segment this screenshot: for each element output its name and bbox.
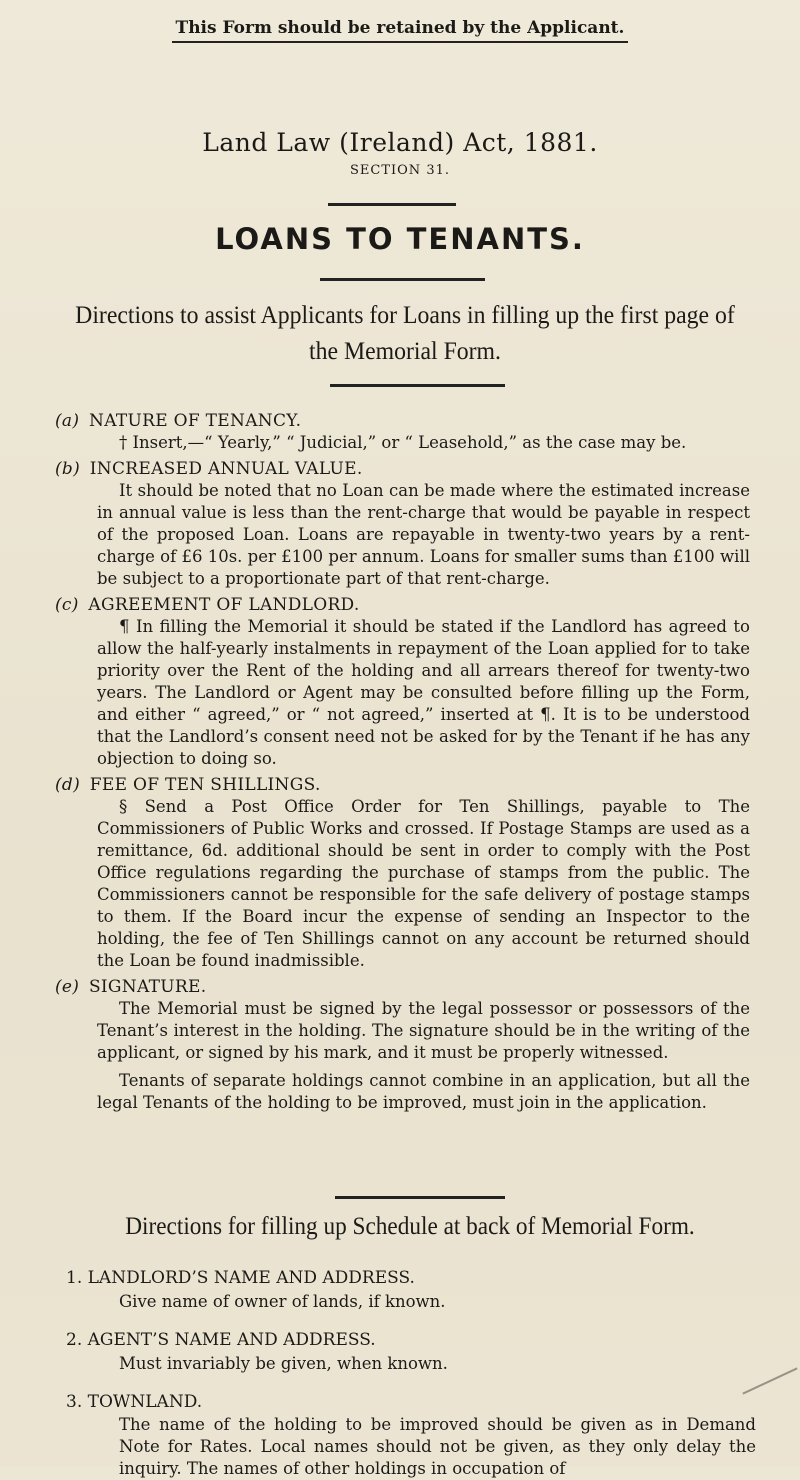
schedule-heading-text: TOWNLAND. bbox=[87, 1392, 203, 1412]
schedule-heading bbox=[66, 1328, 756, 1352]
item-heading-text: NATURE OF TENANCY. bbox=[89, 411, 302, 431]
schedule-title: Directions for filling up Schedule at back of Memorial Form. bbox=[125, 1213, 695, 1240]
schedule-num: 3. bbox=[66, 1392, 83, 1412]
item-letter: (a) bbox=[55, 411, 80, 431]
title-rule-bottom bbox=[320, 278, 485, 281]
schedule-item-1 bbox=[66, 1266, 756, 1314]
item-paragraph: It should be noted that no Loan can be made where the estimated increase in annual value is less than the rent-charge that would be payable in respect of the proposed Loan. Loans are repayable in twenty-two years by a rent-charge of £6 10s. per £100 per annum. Loans for smaller sums than £100 will be subject to a proportionate part of that rent-charge. bbox=[97, 481, 750, 588]
item-paragraph: The Memorial must be signed by the legal possessor or possessors of the Tenant’s interest in the holding. The signature should be in the writing of the applicant, or signed by his mark, and it must be properly witnessed. bbox=[97, 999, 750, 1062]
item-heading bbox=[55, 976, 750, 998]
item-paragraph: § Send a Post Office Order for Ten Shillings, payable to The Commissioners of Public Works and crossed. If Postage Stamps are used as a remittance, 6d. additional should be sent in order to comply with the Post Office regulations regarding the purchase of stamps from the public. The Commissioners cannot be responsible for the safe delivery of postage stamps to them. If the Board incur the expense of sending an Inspector to the holding, the fee of Ten Shillings cannot on any account be returned should the Loan be found inadmissible. bbox=[97, 797, 750, 970]
schedule-text: Must invariably be given, when known. bbox=[119, 1354, 448, 1373]
main-title: LOANS TO TENANTS. bbox=[215, 222, 585, 256]
act-title: Land Law (Ireland) Act, 1881. bbox=[202, 128, 598, 157]
title-rule-top bbox=[328, 203, 456, 206]
directions-body bbox=[55, 410, 750, 1114]
item-heading-text: FEE OF TEN SHILLINGS. bbox=[89, 775, 321, 795]
item-letter: (c) bbox=[55, 595, 79, 615]
item-heading bbox=[55, 458, 750, 480]
schedule-item-2 bbox=[66, 1328, 756, 1376]
directions-title: Directions to assist Applicants for Loans in filling up the first page of the Memorial Form. bbox=[75, 302, 735, 365]
item-heading bbox=[55, 410, 750, 432]
retain-notice-text: This Form should be retained by the Applicant. bbox=[172, 18, 629, 43]
item-heading-text: INCREASED ANNUAL VALUE. bbox=[89, 459, 363, 479]
item-d bbox=[55, 774, 750, 972]
schedule-heading bbox=[66, 1390, 756, 1414]
item-heading bbox=[55, 594, 750, 616]
schedule-text: Give name of owner of lands, if known. bbox=[119, 1292, 446, 1311]
item-letter: (d) bbox=[55, 775, 81, 795]
item-e bbox=[55, 976, 750, 1114]
item-paragraph: ¶ In filling the Memorial it should be stated if the Landlord has agreed to allow the half-yearly instalments in repayment of the Loan applied for to take priority over the Rent of the holding and all arrears thereof for twenty-two years. The Landlord or Agent may be consulted before filling up the Form, and either “ agreed,” or “ not agreed,” inserted at ¶. It is to be understood that the Landlord’s consent need not be asked for by the Tenant if he has any objection to doing so. bbox=[97, 617, 750, 768]
item-letter: (b) bbox=[55, 459, 81, 479]
item-heading-text: SIGNATURE. bbox=[88, 977, 207, 997]
schedule-heading bbox=[66, 1266, 756, 1290]
item-paragraph: † Insert,—“ Yearly,” “ Judicial,” or “ Leasehold,” as the case may be. bbox=[119, 433, 687, 452]
directions-rule bbox=[330, 384, 505, 387]
item-c bbox=[55, 594, 750, 770]
schedule-heading-text: AGENT’S NAME AND ADDRESS. bbox=[87, 1330, 376, 1350]
item-letter: (e) bbox=[55, 977, 80, 997]
schedule-heading-text: LANDLORD’S NAME AND ADDRESS. bbox=[87, 1268, 415, 1288]
item-paragraph: Tenants of separate holdings cannot combine in an application, but all the legal Tenants of the holding to be improved, must join in the application. bbox=[97, 1071, 750, 1112]
schedule-rule bbox=[335, 1196, 505, 1199]
schedule-num: 2. bbox=[66, 1330, 83, 1350]
item-b bbox=[55, 458, 750, 590]
schedule-text: The name of the holding to be improved should be given as in Demand Note for Rates. Local names should not be given, as they only delay the inquiry. The names of other holdings in occupation of bbox=[119, 1415, 756, 1478]
schedule-list bbox=[66, 1266, 756, 1480]
item-heading bbox=[55, 774, 750, 796]
schedule-num: 1. bbox=[66, 1268, 83, 1288]
item-heading-text: AGREEMENT OF LANDLORD. bbox=[88, 595, 360, 615]
retain-notice bbox=[0, 18, 800, 38]
section-number: SECTION 31. bbox=[350, 163, 450, 178]
item-a bbox=[55, 410, 750, 454]
